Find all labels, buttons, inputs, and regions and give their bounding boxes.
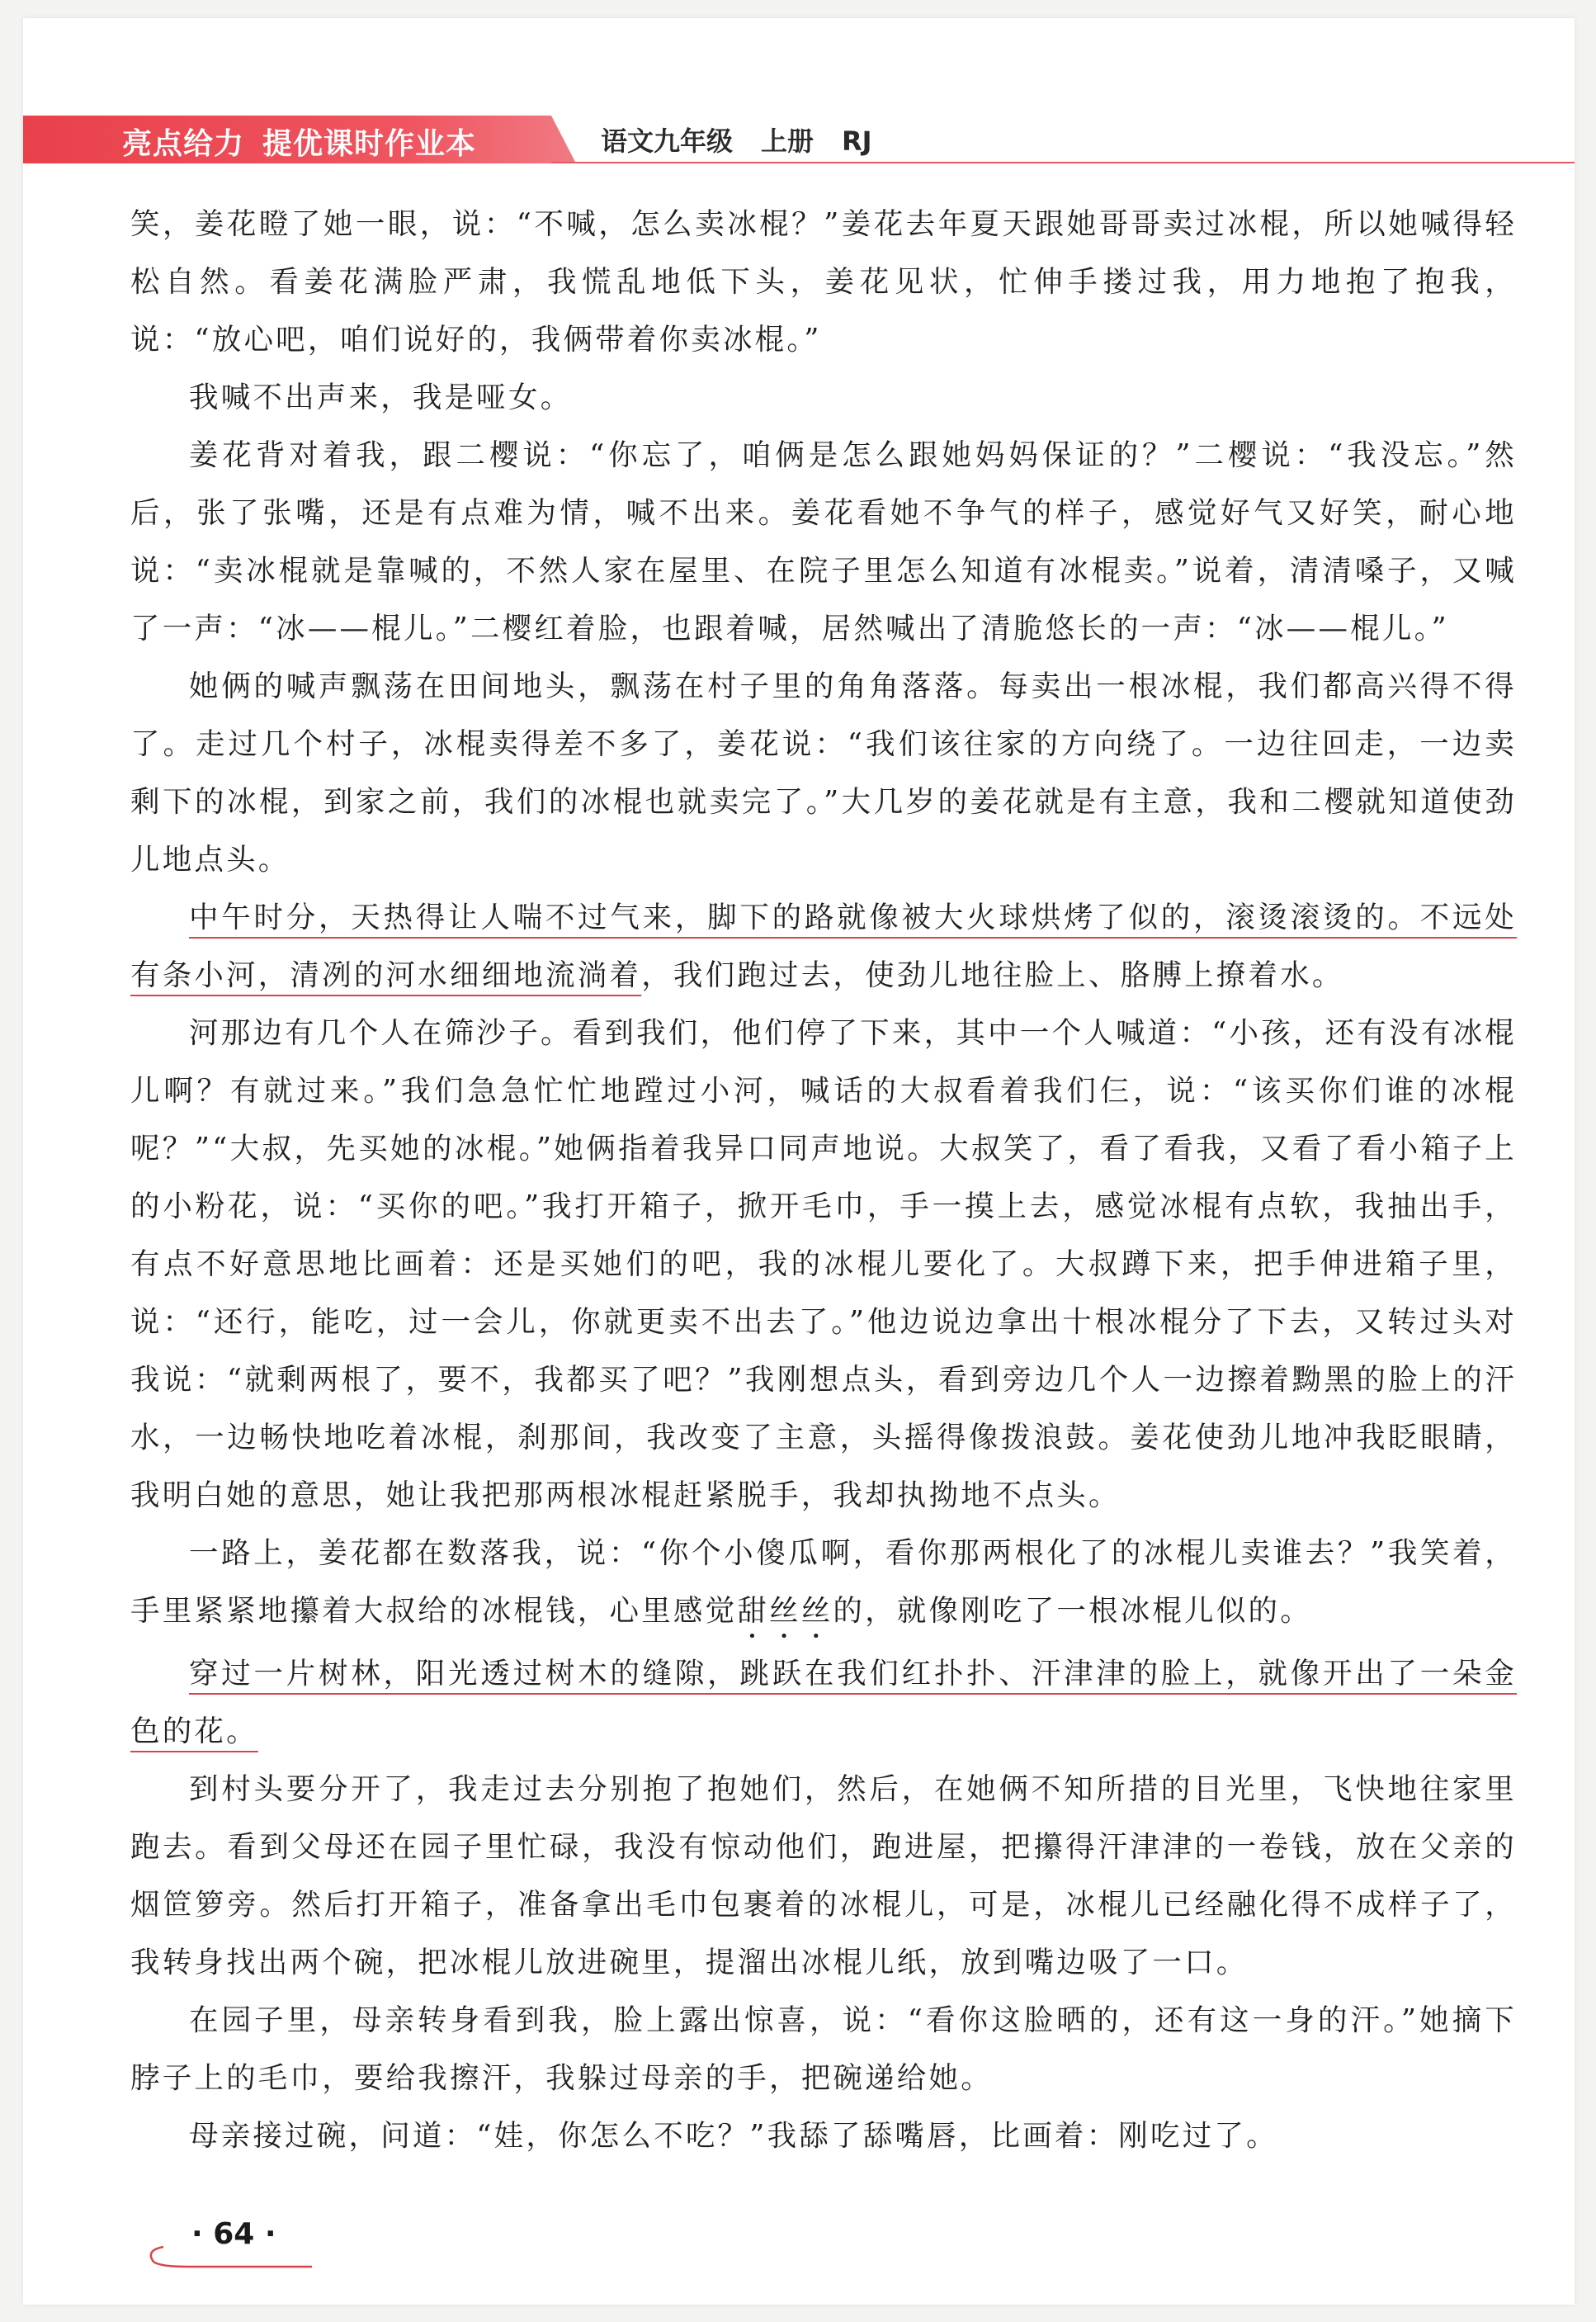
underlined-sentence: 穿过一片树林，阳光透过树木的缝隙，跳跃在我们红扑扑、汗津津的脸上，就像开出了一朵金色的花。	[130, 1657, 1517, 1748]
header-brand	[122, 121, 494, 163]
page-header	[23, 97, 1575, 172]
paragraph-7	[130, 1525, 1517, 1645]
subject-label: 语文九年级	[601, 125, 734, 157]
volume-label: 上册	[761, 125, 815, 157]
paragraph-10: 在园子里，母亲转身看到我，脸上露出惊喜，说：“看你这脸晒的，还有这一身的汗。”她摘下脖子上的毛巾，要给我擦汗，我躲过母亲的手，把碗递给她。	[130, 2003, 1517, 2095]
underlined-sentence: 中午时分，天热得让人喘不过气来，脚下的路就像被大火球烘烤了似的，滚烫滚烫的。不远处有条小河，清冽的河水细细地流淌着	[130, 901, 1517, 992]
page-footer	[139, 2214, 320, 2272]
article-body	[130, 196, 1517, 2165]
paragraph-9: 到村头要分开了，我走过去分别抱了抱她们，然后，在她俩不知所措的目光里，飞快地往家里跑去。看到父母还在园子里忙碌，我没有惊动他们，跑进屋，把攥得汗津津的一卷钱，放在父亲的烟笸箩旁。然后打开箱子，准备拿出毛巾包裹着的冰棍儿，可是，冰棍儿已经融化得不成样子了，我转身找出两个碗，把冰棍儿放进碗里，提溜出冰棍儿纸，放到嘴边吸了一口。	[130, 1772, 1517, 1979]
paragraph-before: 一路上，姜花都在数落我，说：“你个小傻瓜啊，看你那两根化了的冰棍儿卖谁去？”我笑着，手里紧紧地攥着大叔给的冰棍钱，心里感觉	[130, 1536, 1517, 1628]
paragraph-1: 笑，姜花瞪了她一眼，说：“不喊，怎么卖冰棍？”姜花去年夏天跟她哥哥卖过冰棍，所以她喊得轻松自然。看姜花满脸严肃，我慌乱地低下头，姜花见状，忙伸手搂过我，用力地抱了抱我，说：“放心吧，咱们说好的，我俩带着你卖冰棍。”	[130, 207, 1517, 357]
header-subtitle	[601, 121, 900, 158]
series-name: 提优课时作业本	[262, 127, 477, 161]
edition-label: RJ	[842, 125, 872, 157]
paragraph-after: 的，就像刚吃了一根冰棍儿似的。	[833, 1594, 1312, 1628]
brand-name: 亮点给力	[122, 127, 245, 161]
paragraph-5	[130, 889, 1517, 1005]
paragraph-2: 我喊不出声来，我是哑女。	[189, 381, 573, 414]
paragraph-rest: ，我们跑过去，使劲儿地往脸上、胳膊上撩着水。	[641, 958, 1344, 992]
paragraph-4: 她俩的喊声飘荡在田间地头，飘荡在村子里的角角落落。每卖出一根冰棍，我们都高兴得不得了。走过几个村子，冰棍卖得差不多了，姜花说：“我们该往家的方向绕了。一边往回走，一边卖剩下的冰棍，到家之前，我们的冰棍也就卖完了。”大几岁的姜花就是有主意，我和二樱就知道使劲儿地点头。	[130, 669, 1517, 877]
paragraph-11: 母亲接过碗，问道：“娃，你怎么不吃？”我舔了舔嘴唇，比画着：刚吃过了。	[189, 2119, 1278, 2153]
emphasis-dotted-word: 甜丝丝	[737, 1594, 833, 1628]
page-number: · 64 ·	[191, 2217, 276, 2251]
paragraph-3: 姜花背对着我，跟二樱说：“你忘了，咱俩是怎么跟她妈妈保证的？”二樱说：“我没忘。”然后，张了张嘴，还是有点难为情，喊不出来。姜花看她不争气的样子，感觉好气又好笑，耐心地说：“卖冰棍就是靠喊的，不然人家在屋里、在院子里怎么知道有冰棍卖。”说着，清清嗓子，又喊了一声：“冰——棍儿。”二樱红着脸，也跟着喊，居然喊出了清脆悠长的一声：“冰——棍儿。”	[130, 438, 1517, 646]
paragraph-6: 河那边有几个人在筛沙子。看到我们，他们停了下来，其中一个人喊道：“小孩，还有没有冰棍儿啊？有就过来。”我们急急忙忙地蹚过小河，喊话的大叔看着我们仨，说：“该买你们谁的冰棍呢？”“大叔，先买她的冰棍。”她俩指着我异口同声地说。大叔笑了，看了看我，又看了看小箱子上的小粉花，说：“买你的吧。”我打开箱子，掀开毛巾，手一摸上去，感觉冰棍有点软，我抽出手，有点不好意思地比画着：还是买她们的吧，我的冰棍儿要化了。大叔蹲下来，把手伸进箱子里，说：“还行，能吃，过一会儿，你就更卖不出去了。”他边说边拿出十根冰棍分了下去，又转过头对我说：“就剩两根了，要不，我都买了吧？”我刚想点头，看到旁边几个人一边擦着黝黑的脸上的汗水，一边畅快地吃着冰棍，刹那间，我改变了主意，头摇得像拨浪鼓。姜花使劲儿地冲我眨眼睛，我明白她的意思，她让我把那两根冰棍赶紧脱手，我却执拗地不点头。	[130, 1016, 1517, 1512]
header-rule	[551, 162, 1575, 163]
document-page	[23, 18, 1575, 2305]
paragraph-8	[130, 1645, 1517, 1761]
